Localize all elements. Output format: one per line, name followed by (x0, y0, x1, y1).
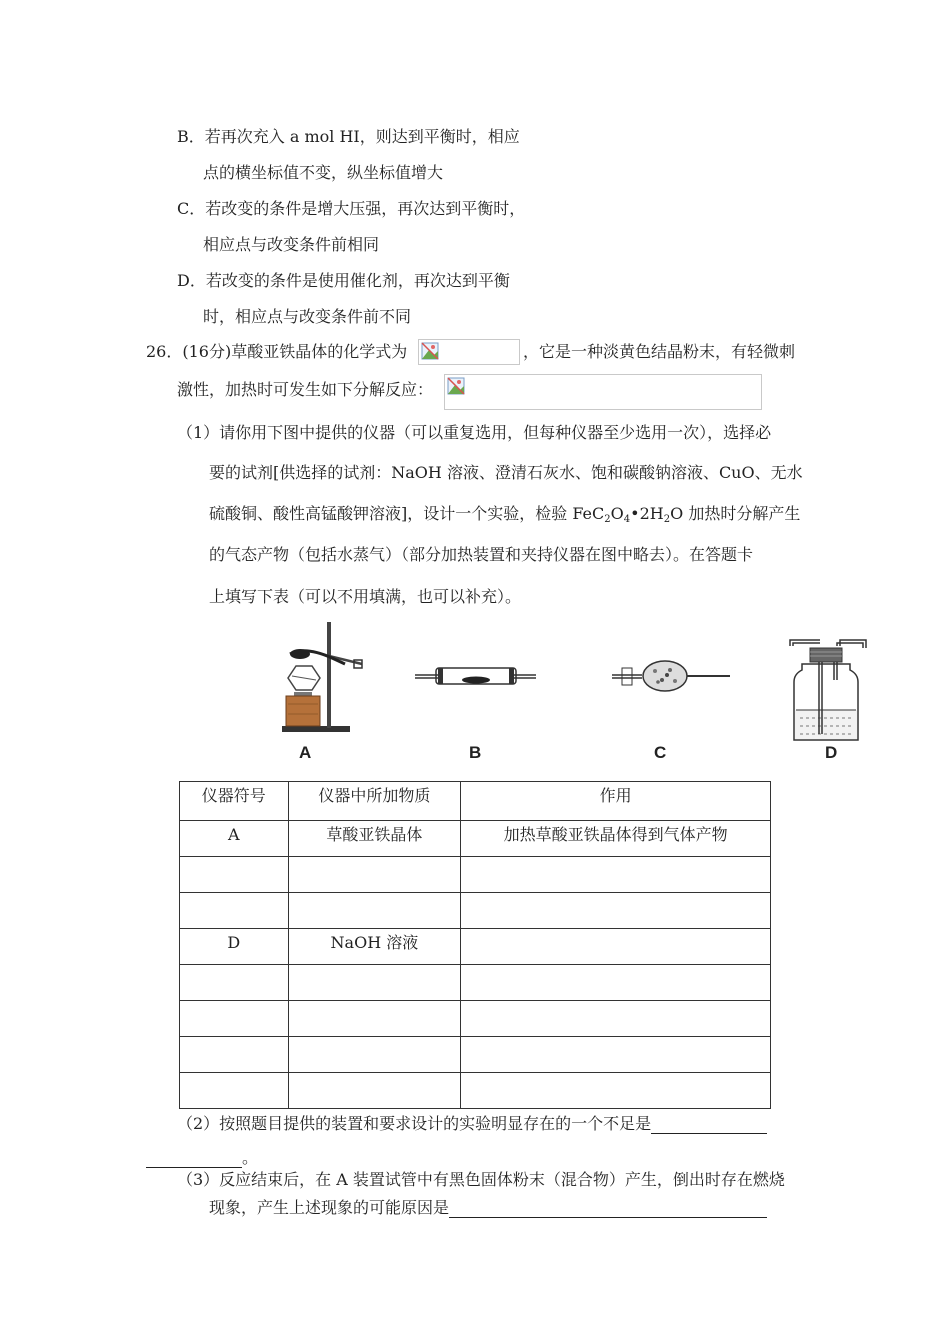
table-row (180, 857, 771, 893)
table-cell[interactable] (180, 1037, 289, 1073)
table-header-row (180, 782, 771, 821)
q26-header-part2: ，它是一种淡黄色结晶粉末，有轻微刺 (523, 342, 796, 361)
table-cell[interactable] (288, 965, 461, 1001)
header-substance: 仪器中所加物质 (288, 782, 461, 821)
part3-line1: （3）反应结束后，在 A 装置试管中有黑色固体粉末（混合物）产生，倒出时存在燃烧 (177, 1170, 785, 1189)
broken-image-icon (421, 342, 439, 360)
table-cell: 加热草酸亚铁晶体得到气体产物 (461, 821, 771, 857)
table-cell: A (180, 821, 289, 857)
apparatus-figure (270, 618, 870, 766)
part1-line5: 上填写下表（可以不用填满，也可以补充）。 (209, 587, 522, 606)
label-c: C (654, 743, 667, 762)
label-d: D (825, 743, 838, 762)
apparatus-d (790, 640, 866, 740)
reaction-image-placeholder (444, 374, 762, 410)
table-cell[interactable] (180, 965, 289, 1001)
sub-2: 2 (604, 514, 611, 525)
table-cell: NaOH 溶液 (288, 929, 461, 965)
part2-text: （2）按照题目提供的装置和要求设计的实验明显存在的一个不足是 (177, 1114, 652, 1133)
header-purpose: 作用 (461, 782, 771, 821)
option-b-line1: B．若再次充入 a mol HI，则达到平衡时，相应 (177, 127, 520, 146)
table-cell[interactable] (461, 1073, 771, 1109)
table-cell[interactable] (180, 857, 289, 893)
table-cell[interactable] (288, 1001, 461, 1037)
option-d-line2: 时，相应点与改变条件前不同 (203, 307, 412, 326)
table-cell[interactable] (180, 893, 289, 929)
table-cell: D (180, 929, 289, 965)
sub-2b: 2 (663, 514, 671, 525)
part3-text: 现象，产生上述现象的可能原因是 (209, 1198, 450, 1217)
table-cell: 草酸亚铁晶体 (288, 821, 461, 857)
option-c-line1: C．若改变的条件是增大压强，再次达到平衡时， (177, 199, 526, 218)
broken-image-icon (447, 377, 465, 395)
part1-line3 (209, 504, 800, 530)
answer-table (179, 781, 771, 1109)
part1-line4: 的气态产物（包括水蒸气）（部分加热装置和夹持仪器在图中略去）。在答题卡 (209, 545, 754, 564)
table-row (180, 1073, 771, 1109)
part1-line3-b: O (610, 504, 624, 523)
apparatus-c (612, 661, 730, 691)
answer-blank-part3[interactable] (449, 1199, 767, 1218)
part2-line1 (177, 1114, 767, 1134)
table-cell[interactable] (461, 893, 771, 929)
q26-line2: 激性，加热时可发生如下分解反应： (177, 380, 434, 399)
apparatus-a (282, 622, 362, 732)
apparatus-b (415, 668, 536, 684)
option-c-line2: 相应点与改变条件前相同 (203, 235, 380, 254)
table-row (180, 965, 771, 1001)
part1-line2: 要的试剂[供选择的试剂：NaOH 溶液、澄清石灰水、饱和碳酸钠溶液、CuO、无水 (209, 463, 803, 482)
table-row (180, 1037, 771, 1073)
table-cell[interactable] (461, 1037, 771, 1073)
formula-image-placeholder (418, 339, 520, 365)
part1-line3-a: 硫酸铜、酸性高锰酸钾溶液]，设计一个实验，检验 FeC (209, 504, 605, 523)
header-instrument: 仪器符号 (180, 782, 289, 821)
table-cell[interactable] (288, 1037, 461, 1073)
option-d-line1: D．若改变的条件是使用催化剂，再次达到平衡 (177, 271, 510, 290)
part2-period: 。 (242, 1148, 259, 1167)
table-row (180, 1001, 771, 1037)
table-cell[interactable] (288, 857, 461, 893)
q26-header-part1: 26．(16分)草酸亚铁晶体的化学式为 (146, 342, 408, 361)
label-a: A (299, 743, 312, 762)
table-row (180, 821, 771, 857)
part3-line2 (209, 1198, 767, 1218)
table-cell[interactable] (461, 965, 771, 1001)
answer-blank-part2-cont[interactable] (146, 1149, 242, 1168)
part1-line3-c: •2H (630, 504, 664, 523)
table-cell[interactable] (180, 1001, 289, 1037)
table-cell[interactable] (180, 1073, 289, 1109)
sub-4: 4 (623, 514, 631, 525)
table-cell[interactable] (288, 1073, 461, 1109)
table-row (180, 929, 771, 965)
question-26-header (146, 342, 407, 362)
option-b-line2: 点的横坐标值不变，纵坐标值增大 (203, 163, 444, 182)
table-cell[interactable] (288, 893, 461, 929)
part1-line3-d: O 加热时分解产生 (670, 504, 801, 523)
part2-line2 (146, 1148, 258, 1168)
answer-blank-part2[interactable] (651, 1115, 767, 1134)
table-cell[interactable] (461, 857, 771, 893)
part1-line1: （1）请你用下图中提供的仪器（可以重复选用，但每种仪器至少选用一次），选择必 (177, 423, 772, 442)
table-cell[interactable] (461, 1001, 771, 1037)
table-row (180, 893, 771, 929)
label-b: B (469, 743, 482, 762)
table-cell[interactable] (461, 929, 771, 965)
